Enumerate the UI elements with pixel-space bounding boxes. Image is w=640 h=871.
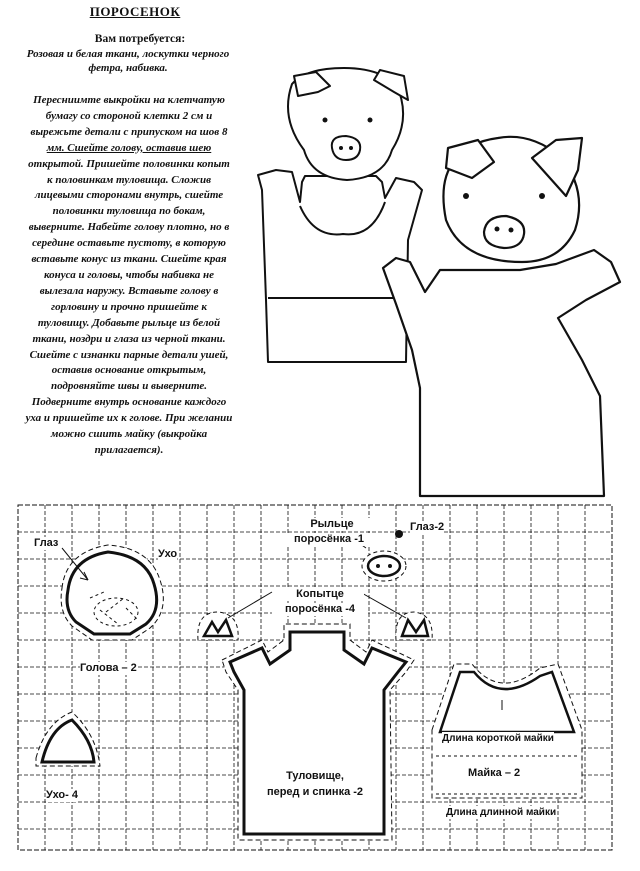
instruction-line: подровняйте швы и выверните.	[50, 380, 208, 393]
label-snout-2: поросёнка -1	[284, 533, 374, 546]
label-short-shirt: Длина короткой майки	[442, 733, 554, 744]
label-eye-2: Глаз-2	[410, 521, 445, 533]
instruction-line: уха и пришейте их к голове. При желании	[25, 412, 233, 425]
instructions-text	[4, 93, 254, 459]
puppet1-eye-right	[368, 118, 373, 123]
instruction-line: прилагается).	[94, 443, 164, 456]
puppet2-body	[383, 250, 620, 496]
instruction-line: горловину и прочно пришейте к	[51, 300, 207, 313]
label-shirt: Майка – 2	[468, 767, 521, 779]
instruction-line: середине оставьте пустоту, в которую	[32, 237, 226, 250]
instruction-line: конуса и головы, чтобы набивка не	[43, 268, 215, 281]
label-body-2: перед и спинка -2	[256, 786, 374, 799]
instruction-line: лицевыми сторонами внутрь, сшейте	[34, 189, 224, 202]
page-title: ПОРОСЕНОК	[89, 4, 181, 19]
label-head: Голова – 2	[80, 662, 137, 674]
instruction-line: Сшейте с изнанки парные детали ушей,	[29, 348, 229, 361]
instruction-line: к половинкам туловища. Сложив	[47, 173, 211, 186]
label-snout-1: Рыльце	[292, 518, 372, 531]
instruction-line: оставив основание открытым,	[51, 364, 207, 377]
puppet2-snout	[484, 216, 524, 248]
instruction-line: половинки туловища по бокам,	[52, 205, 206, 218]
instruction-line: вырежьте детали с припуском на шов 8	[30, 125, 228, 138]
pattern-eye-dot	[395, 530, 403, 538]
pattern-ear	[36, 712, 100, 766]
pattern-body	[222, 624, 414, 840]
label-ear: Ухо- 4	[46, 789, 78, 801]
label-hoof-1: Копытце	[276, 588, 364, 601]
puppet-with-shirt	[258, 68, 422, 362]
instruction-line: туловищу. Добавьте рыльце из белой	[37, 316, 221, 329]
puppet1-snout	[332, 136, 360, 160]
label-hoof-2: поросёнка -4	[272, 603, 368, 616]
label-long-shirt: Длина длинной майки	[446, 807, 557, 818]
materials-line: Розовая и белая ткани, лоскутки черного	[26, 48, 230, 60]
instruction-line: можно сшить майку (выкройка	[50, 428, 208, 441]
label-ear-top: Ухо	[158, 548, 178, 560]
materials-heading: Вам потребуется:	[94, 33, 186, 45]
instruction-line: Подверните внутрь основание каждого	[31, 396, 227, 409]
instruction-line: Пересниимте выкройки на клетчатую	[33, 94, 225, 106]
instruction-line: ткани, ноздри и глаза из черной ткани.	[32, 332, 226, 345]
label-eye: Глаз	[34, 537, 59, 549]
instruction-line: мм. Сшейте голову, оставив шею	[46, 141, 212, 154]
materials-text	[4, 47, 252, 75]
instruction-line: открытой. Пришейте половинки копыт	[28, 157, 230, 170]
puppet2-eye-right	[539, 193, 545, 199]
instruction-line: вылезала наружу. Вставьте голову в	[39, 284, 219, 297]
instruction-line: выверните. Набейте голову плотно, но в	[28, 221, 230, 234]
puppet2-eye-left	[463, 193, 469, 199]
puppet1-eye-left	[323, 118, 328, 123]
label-body-1: Туловище,	[270, 770, 360, 783]
instruction-line: вставьте конус из ткани. Сшейте края	[31, 253, 227, 266]
instruction-line: бумагу со стороной клетки 2 см и	[45, 109, 213, 122]
materials-line: фетра, набивка.	[88, 62, 168, 74]
